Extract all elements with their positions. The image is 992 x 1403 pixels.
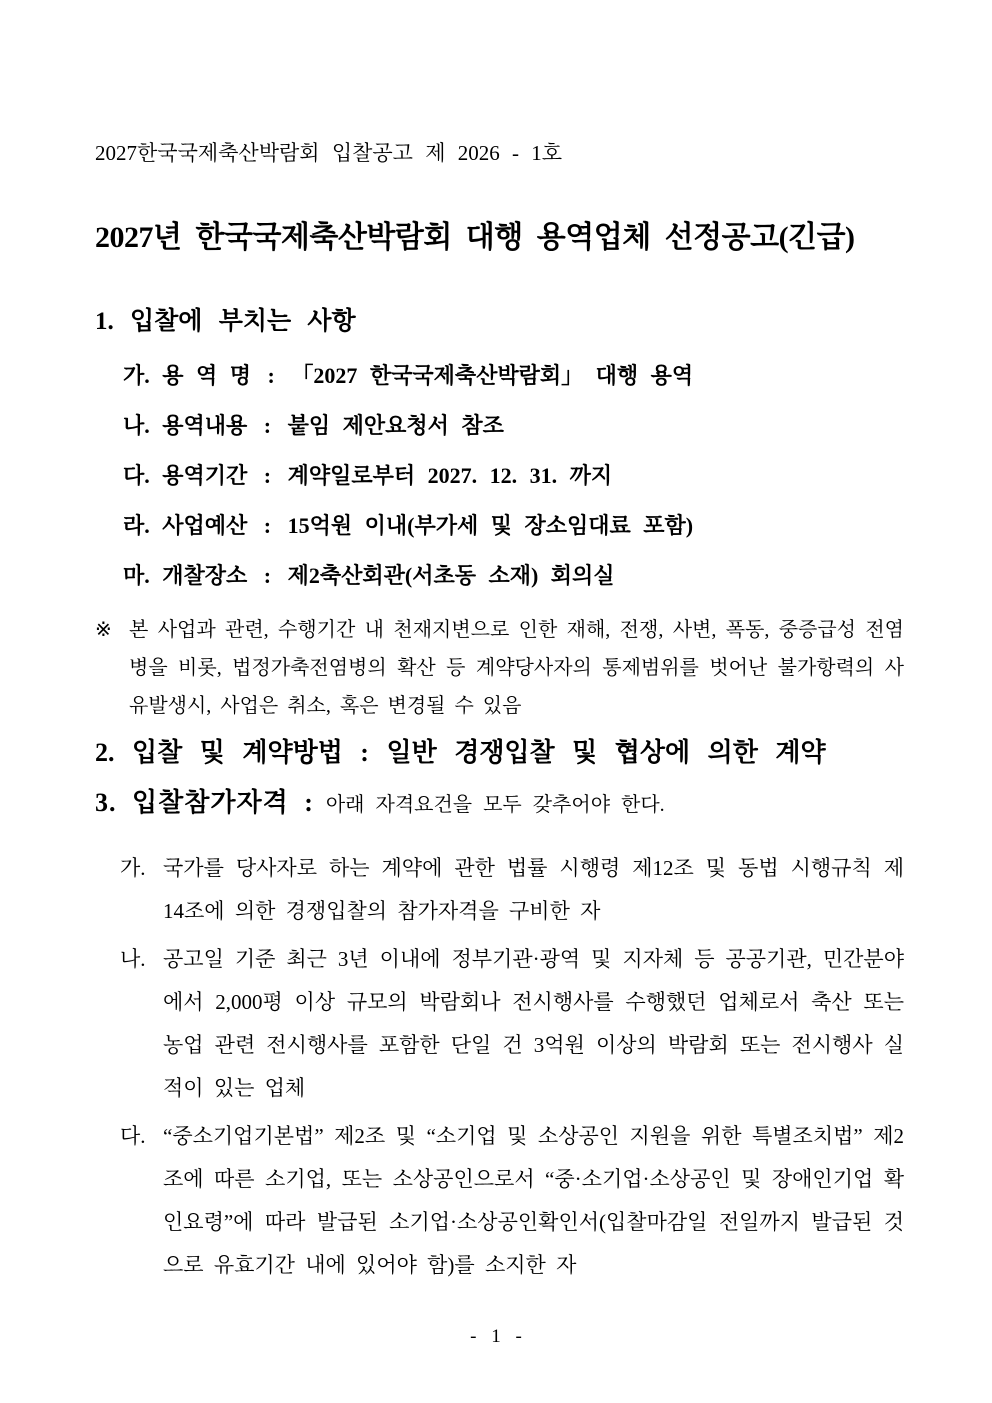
item-separator: : bbox=[263, 563, 272, 588]
item-value: 계약일로부터 2027. 12. 31. 까지 bbox=[287, 463, 613, 488]
bid-item-service-name bbox=[123, 361, 904, 390]
item-marker: 다. bbox=[123, 463, 150, 488]
item-separator: : bbox=[263, 463, 272, 488]
qualification-marker: 다. bbox=[120, 1124, 146, 1148]
bid-items-list bbox=[123, 361, 904, 590]
note-text: 본 사업과 관련, 수행기간 내 천재지변으로 인한 재해, 전쟁, 사변, 폭동, 중증급성 전염병을 비롯, 법정가축전염병의 확산 등 계약당사자의 통제범위를 벗어난 불가항력의 사유발생시, 사업은 취소, 혹은 변경될 수 있음 bbox=[129, 619, 904, 717]
section-3-heading-row bbox=[95, 786, 904, 820]
bid-item-budget bbox=[123, 511, 904, 540]
item-marker: 마. bbox=[123, 563, 150, 588]
item-separator: : bbox=[263, 513, 272, 538]
qualification-item-da bbox=[120, 1115, 904, 1287]
section-3-subtext: 아래 자격요건을 모두 갖추어야 한다. bbox=[325, 794, 665, 816]
qualification-marker: 가. bbox=[120, 856, 146, 880]
page-number: - 1 - bbox=[470, 1326, 522, 1347]
item-label: 용 역 명 bbox=[162, 363, 252, 388]
qualification-item-na bbox=[120, 938, 904, 1110]
item-label: 사업예산 bbox=[162, 513, 248, 538]
item-marker: 가. bbox=[123, 363, 150, 388]
doc-number-line: 2027한국국제축산박람회 입찰공고 제 2026 - 1호 bbox=[95, 141, 563, 165]
note-reference-mark: ※ bbox=[95, 619, 112, 641]
item-label: 개찰장소 bbox=[162, 563, 248, 588]
doc-title: 2027년 한국국제축산박람회 대행 용역업체 선정공고(긴급) bbox=[95, 221, 855, 254]
item-value: 「2027 한국국제축산박람회」 대행 용역 bbox=[291, 363, 694, 388]
section-3-heading: 3. 입찰참가자격 : bbox=[95, 788, 314, 817]
item-label: 용역기간 bbox=[162, 463, 248, 488]
item-marker: 나. bbox=[123, 413, 150, 438]
bid-item-service-content bbox=[123, 411, 904, 440]
qualification-list bbox=[120, 847, 904, 1287]
item-separator: : bbox=[267, 363, 275, 388]
section-2-heading: 2. 입찰 및 계약방법 : 일반 경쟁입찰 및 협상에 의한 계약 bbox=[95, 738, 826, 767]
item-separator: : bbox=[263, 413, 272, 438]
qualification-item-ga bbox=[120, 847, 904, 933]
item-value: 15억원 이내(부가세 및 장소임대료 포함) bbox=[287, 513, 694, 538]
item-value: 붙임 제안요청서 참조 bbox=[287, 413, 504, 438]
section-1-heading: 1. 입찰에 부치는 사항 bbox=[95, 308, 356, 335]
force-majeure-note bbox=[95, 611, 904, 725]
item-marker: 라. bbox=[123, 513, 150, 538]
qualification-marker: 나. bbox=[120, 947, 146, 971]
qualification-text: 국가를 당사자로 하는 계약에 관한 법률 시행령 제12조 및 동법 시행규칙 제14조에 의한 경쟁입찰의 참가자격을 구비한 자 bbox=[163, 856, 904, 923]
bid-item-service-period bbox=[123, 461, 904, 490]
qualification-text: 공고일 기준 최근 3년 이내에 정부기관·광역 및 지자체 등 공공기관, 민간분야에서 2,000평 이상 규모의 박람회나 전시행사를 수행했던 업체로서 축산 또는 농업 관련 전시행사를 포함한 단일 건 3억원 이상의 박람회 또는 전시행사 실적이 있는 업체 bbox=[163, 947, 904, 1100]
item-value: 제2축산회관(서초동 소재) 회의실 bbox=[287, 563, 615, 588]
bid-item-opening-place bbox=[123, 561, 904, 590]
qualification-text: “중소기업기본법” 제2조 및 “소기업 및 소상공인 지원을 위한 특별조치법” 제2조에 따른 소기업, 또는 소상공인으로서 “중·소기업·소상공인 및 장애인기업 확인요령”에 따라 발급된 소기업·소상공인확인서(입찰마감일 전일까지 발급된 것으로 유효기간 내에 있어야 함)를 소지한 자 bbox=[163, 1124, 904, 1277]
item-label: 용역내용 bbox=[162, 413, 248, 438]
